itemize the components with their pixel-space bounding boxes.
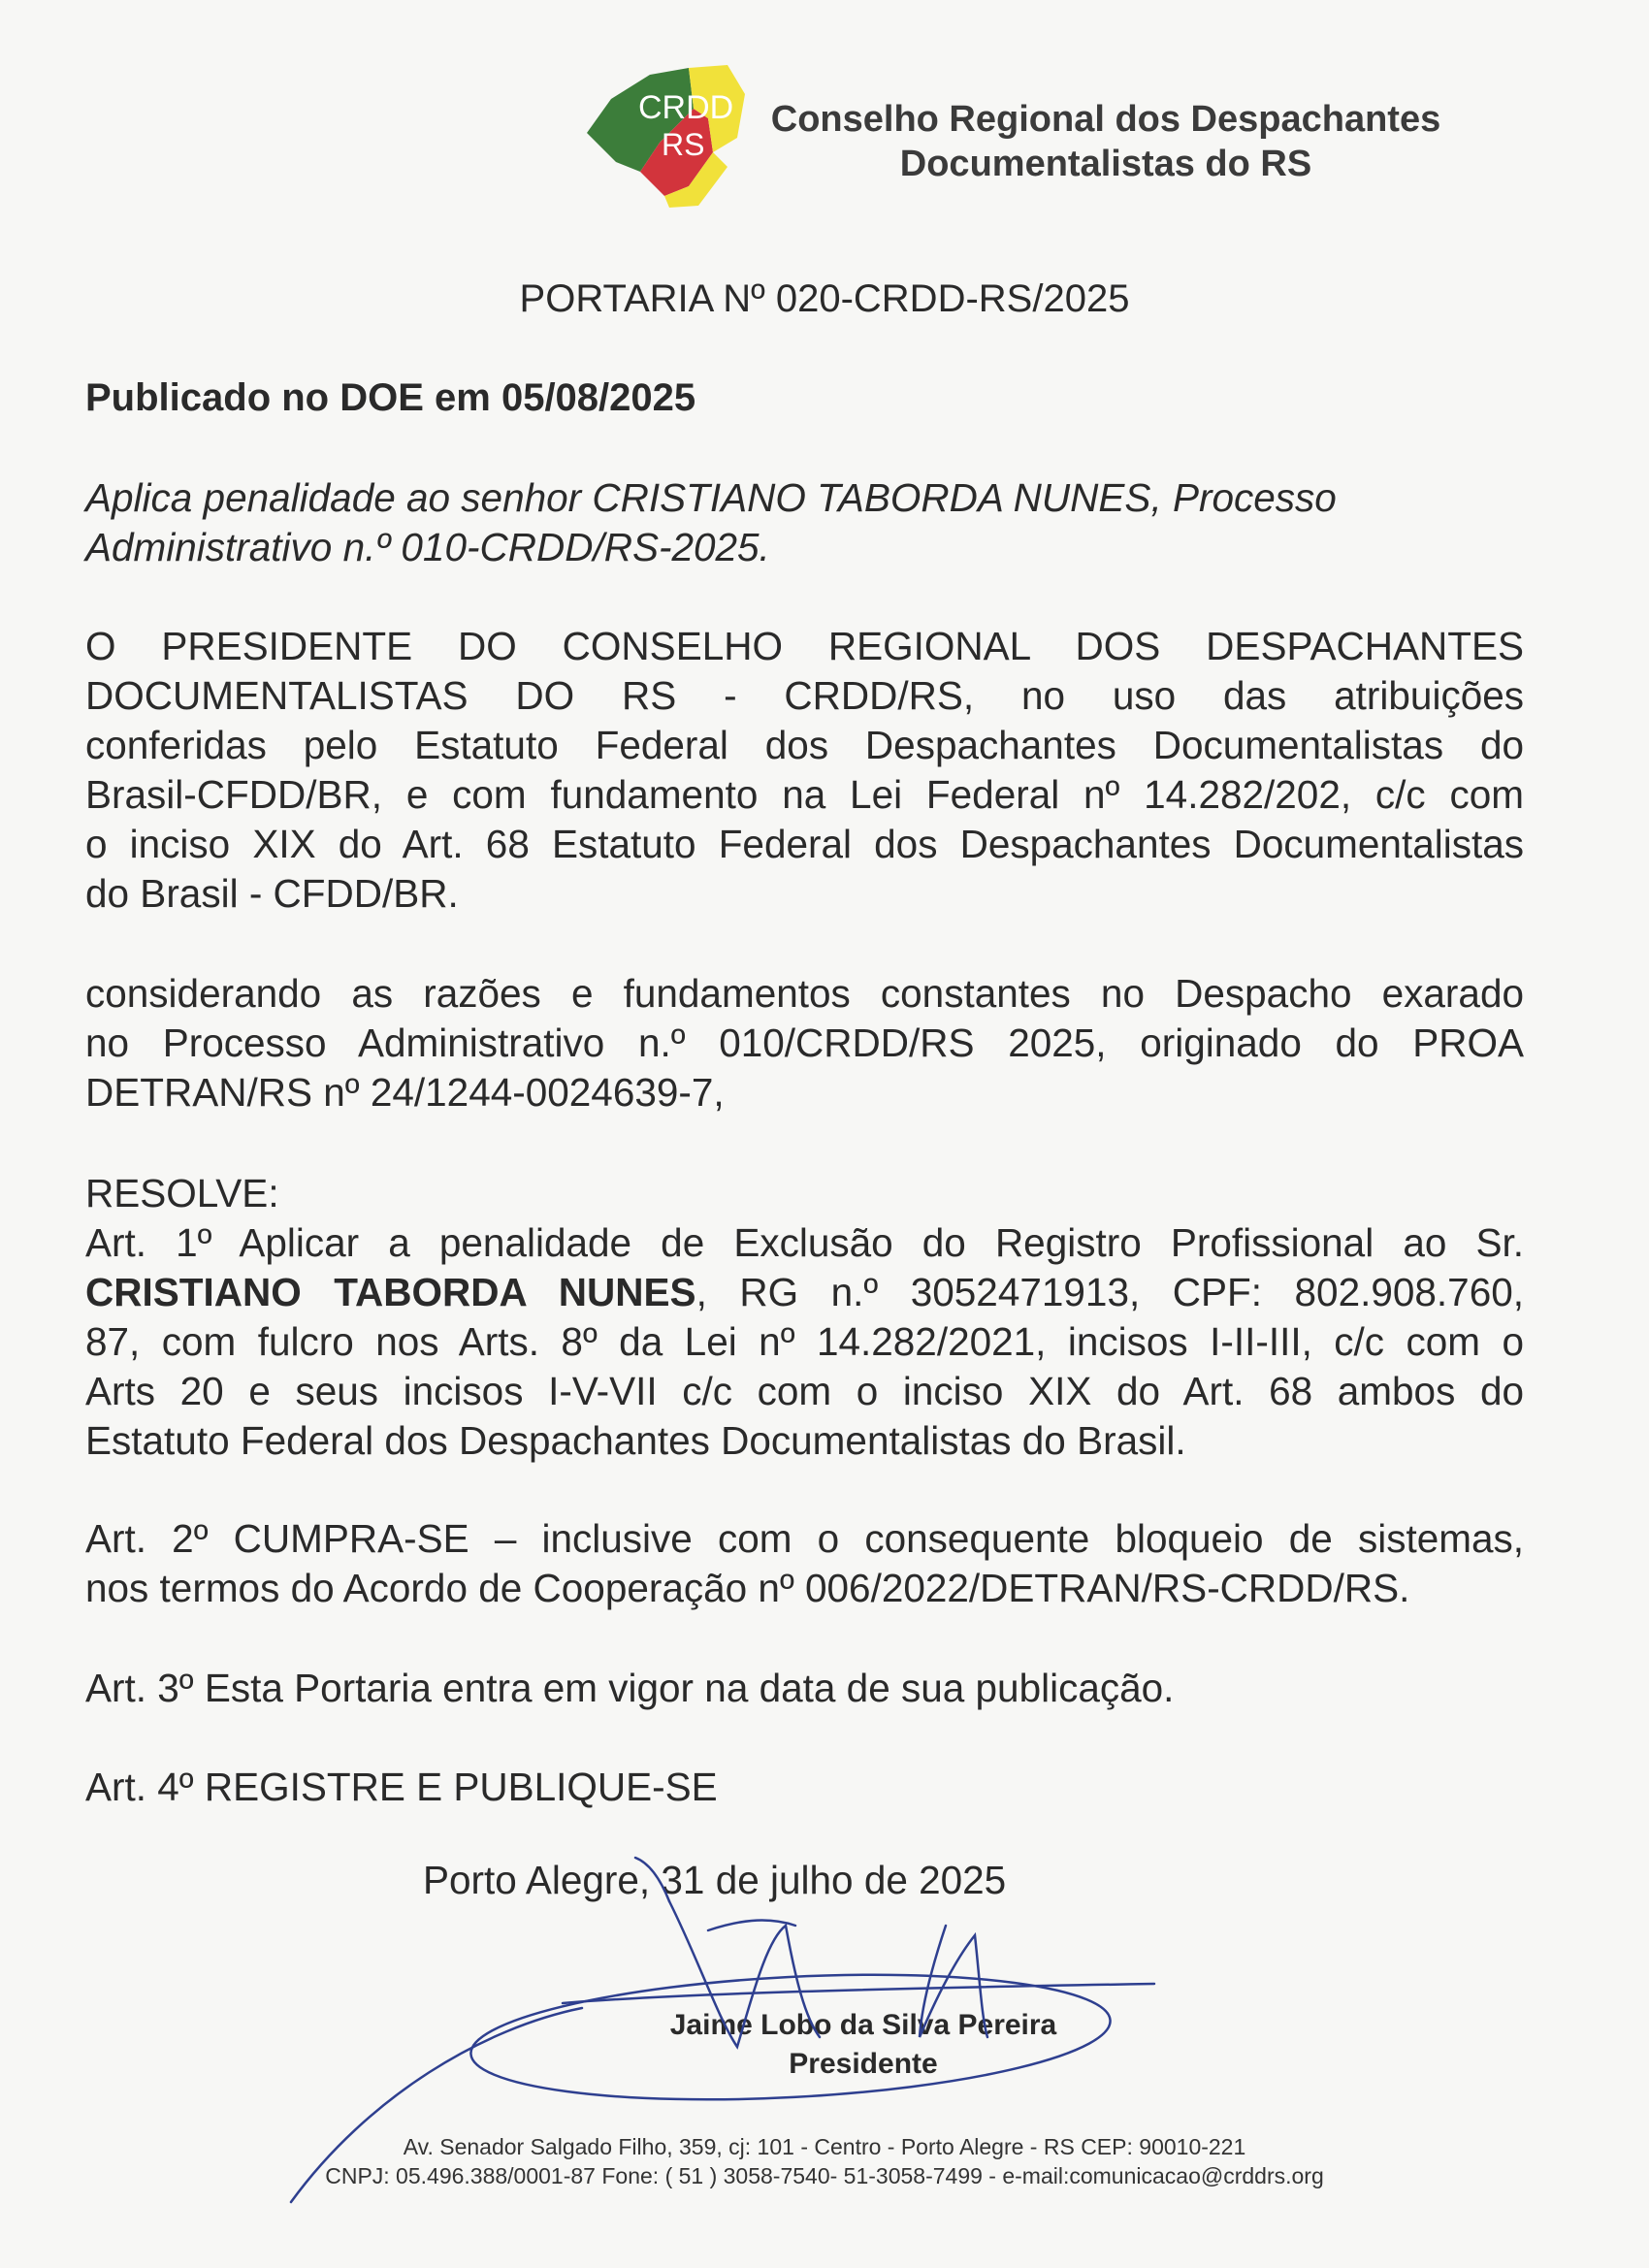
preamble-line: o inciso XIX do Art. 68 Estatuto Federal dos Despachantes Documentalistas [85,822,1524,866]
preamble-paragraph [85,622,1524,919]
art1-line [85,1268,1524,1317]
art2-line: Art. 2º CUMPRA-SE – inclusive com o consequente bloqueio de sistemas, [85,1516,1524,1561]
summary-paragraph [85,473,1524,572]
preamble-line: Brasil-CFDD/BR, e com fundamento na Lei Federal nº 14.282/202, c/c com [85,772,1524,817]
crdd-rs-logo [582,60,752,211]
considering-line: considerando as razões e fundamentos constantes no Despacho exarado [85,971,1524,1016]
footer [0,2132,1649,2190]
art1-line: Arts 20 e seus incisos I-V-VII c/c com o inciso XIX do Art. 68 ambos do [85,1369,1524,1413]
publication-note: Publicado no DOE em 05/08/2025 [85,376,696,419]
art3-line: Art. 3º Esta Portaria entra em vigor na data de sua publicação. [85,1666,1175,1710]
art1-id-text: , RG n.º 3052471913, CPF: 802.908.760, [695,1270,1524,1314]
art2-line: nos termos do Acordo de Cooperação nº 006/2022/DETRAN/RS-CRDD/RS. [85,1566,1410,1610]
footer-address: Av. Senador Salgado Filho, 359, cj: 101 - Centro - Porto Alegre - RS CEP: 90010-221 [403,2134,1246,2159]
considering-line: DETRAN/RS nº 24/1244-0024639-7, [85,1070,725,1115]
considering-line: no Processo Administrativo n.º 010/CRDD/RS 2025, originado do PROA [85,1021,1524,1065]
preamble-line: DOCUMENTALISTAS DO RS - CRDD/RS, no uso das atribuições [85,673,1524,718]
resolve-paragraph [85,1169,1524,1466]
document-title: PORTARIA Nº 020-CRDD-RS/2025 [519,277,1130,320]
preamble-line: conferidas pelo Estatuto Federal dos Despachantes Documentalistas do [85,723,1524,767]
footer-contact: CNPJ: 05.496.388/0001-87 Fone: ( 51 ) 3058-7540- 51-3058-7499 - e-mail:comunicacao@crddrs.org [325,2163,1324,2188]
signer-block [563,2006,1164,2084]
resolve-label: RESOLVE: [85,1171,279,1215]
signer-name: Jaime Lobo da Silva Pereira [669,2009,1057,2041]
art4-line: Art. 4º REGISTRE E PUBLIQUE-SE [85,1765,718,1809]
logo-text-crdd: CRDD [638,89,734,126]
art1-line: Estatuto Federal dos Despachantes Documentalistas do Brasil. [85,1418,1186,1463]
considering-paragraph [85,969,1524,1118]
preamble-line: do Brasil - CFDD/BR. [85,871,459,916]
penalized-name: CRISTIANO TABORDA NUNES [85,1270,696,1314]
art1-line: Art. 1º Aplicar a penalidade de Exclusão do Registro Profissional ao Sr. [85,1220,1524,1265]
org-line-2: Documentalistas do RS [899,144,1312,184]
logo-text-rs: RS [662,127,705,162]
art3-paragraph [85,1664,1524,1713]
art1-line: 87, com fulcro nos Arts. 8º da Lei nº 14.282/2021, incisos I-II-III, c/c com o [85,1319,1524,1364]
art4-paragraph [85,1763,1524,1812]
preamble-line: O PRESIDENTE DO CONSELHO REGIONAL DOS DESPACHANTES [85,624,1524,668]
org-line-1: Conselho Regional dos Despachantes [770,99,1441,140]
signer-role: Presidente [789,2048,938,2080]
place-and-date: Porto Alegre, 31 de julho de 2025 [423,1858,1007,1902]
summary-line: Administrativo n.º 010-CRDD/RS-2025. [85,525,770,569]
organization-name [747,97,1465,186]
summary-line: Aplica penalidade ao senhor CRISTIANO TABORDA NUNES, Processo [85,475,1337,520]
art2-paragraph [85,1514,1524,1613]
